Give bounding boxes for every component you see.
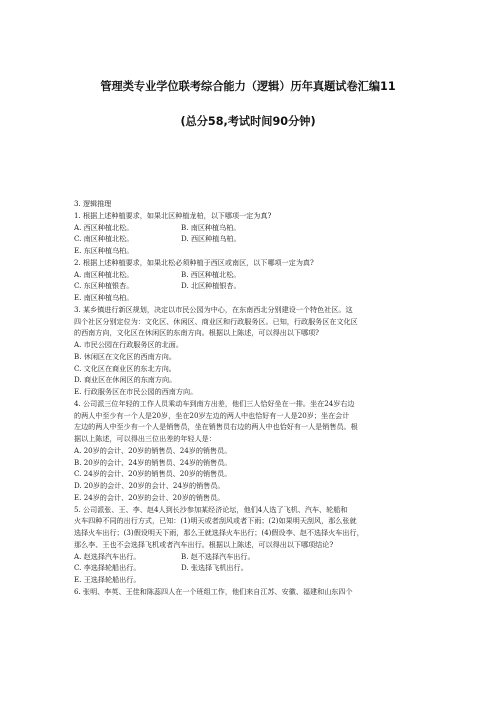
option-d: D. 20岁的会计、20岁的会计、24岁的销售员。 [74,481,225,490]
question-stem-line: 5. 公司派张、王、李、赵4人到长沙参加某经济论坛，他们4人选了飞机、汽车、轮船和 [74,504,348,514]
option-b: B. 休闲区在文化区的西南方向。 [74,351,176,361]
question-body [74,198,424,598]
option-d: D. 张选择飞机出行。 [181,563,248,573]
option-d: D. 西区种植乌柏。 [181,234,241,244]
question-stem-line: 据以上陈述，可以得出三位出差的年轻人是： [74,434,216,443]
option-b: B. 20岁的会计、24岁的销售员、24岁的销售员。 [74,457,232,467]
option-b: B. 西区种植北松。 [181,269,241,279]
option-b: B. 赵不选择汽车出行。 [181,551,255,561]
option-a: A. 市民公园在行政服务区的北面。 [74,340,183,349]
option-row [74,551,424,563]
question-stem-line: 4. 公司派三位年轻的工作人员乘动车到南方出差，他们三人恰好坐在一排。坐在24岁右边 [74,398,355,408]
question-stem-line: 火车四种不同的出行方式，已知：(1)明天或者刮风或者下雨；(2)如果明天刮风，那么张就 [74,516,357,526]
option-a: A. 赵选择汽车出行。 [74,551,141,561]
question-stem: 1. 根据上述种植要求，如果北区种植龙柏，以下哪项一定为真? [74,210,272,220]
option-e: E. 行政服务区在市民公园的西南方向。 [74,387,198,396]
option-e: E. 南区种植乌柏。 [74,293,134,302]
option-c: C. 文化区在商业区的东北方向。 [74,363,176,373]
option-row [74,280,424,292]
question-stem-line: 6. 张明、李英、王佳和陈蕊四人在一个班组工作，他们来自江苏、安徽、福建和山东四个 [74,586,353,596]
question-stem-line: 选择火车出行；(3)假设明天下雨，那么王就选择火车出行；(4)假设李、赵不选择火车出行， [74,528,364,537]
option-a: A. 南区种植北松。 [74,269,134,279]
question-stem-line: 3. 某乡镇进行新区规划，决定以市民公园为中心，在东南西北分别建设一个特色社区。这 [74,304,353,314]
question-stem-line: 四个社区分别定位为：文化区、休闲区、商业区和行政服务区。已知，行政服务区在文化区 [74,316,358,326]
option-e: E. 24岁的会计、20岁的会计、20岁的销售员。 [74,492,225,502]
option-c: C. 李选择轮船出行。 [74,563,141,573]
option-a: A. 20岁的会计、20岁的销售员、24岁的销售员。 [74,445,232,455]
option-b: B. 南区种植乌柏。 [181,222,241,232]
option-row [74,269,424,281]
option-e: E. 王选择轮船出行。 [74,575,141,584]
question-stem-line: 那么李、王也不会选择飞机或者汽车出行。根据以上陈述，可以得出以下哪项结论? [74,539,334,549]
question-stem: 2. 根据上述种植要求，如果北松必须种植于西区或南区，以下哪项一定为真? [74,257,314,267]
question-stem-line: 左边的两人中至少有一个人是销售员，坐在销售员右边的两人中也恰好有一人是销售员。根 [74,422,358,432]
option-c: C. 东区种植银杏。 [74,281,134,291]
section-heading: 3. 逻辑推理 [74,199,112,208]
option-a: A. 西区种植北松。 [74,222,134,232]
option-row [74,562,424,574]
option-c: C. 南区种植北松。 [74,234,134,244]
option-d: D. 商业区在休闲区的东南方向。 [74,375,177,385]
question-stem-line: 的两人中至少有一个人是20岁，坐在20岁左边的两人中也恰好有一人是20岁；坐在会计 [74,410,350,420]
document-subtitle: (总分58,考试时间90分钟) [180,115,316,128]
option-row [74,222,424,234]
question-stem-line: 的西南方向，文化区在休闲区的东南方向。根据以上陈述，可以得出以下哪项? [74,328,319,338]
option-row [74,233,424,245]
option-e: E. 东区种植乌柏。 [74,246,134,255]
option-c: C. 24岁的会计、20岁的销售员、20岁的销售员。 [74,469,232,479]
option-d: D. 北区种植银杏。 [181,281,241,291]
document-title: 管理类专业学位联考综合能力（逻辑）历年真题试卷汇编11 [100,80,396,93]
